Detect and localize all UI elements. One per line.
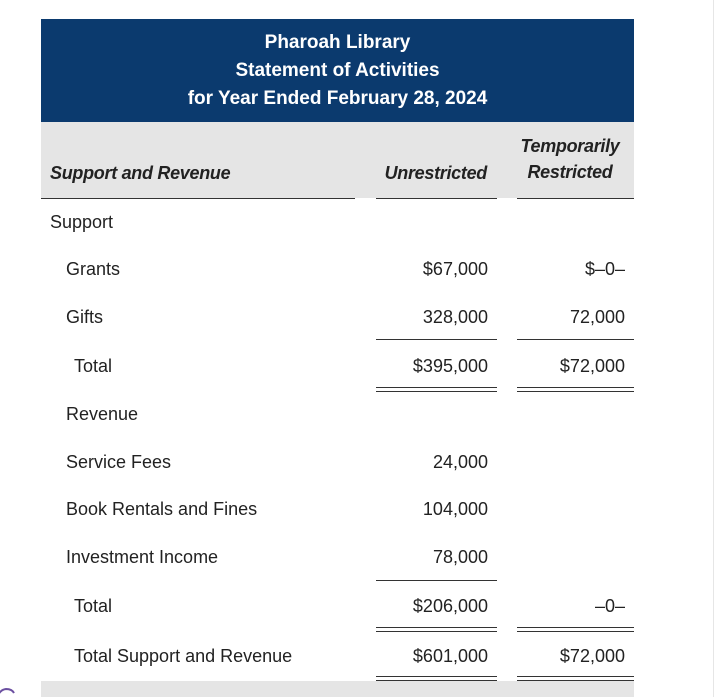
row-grand-total-temporarily: $72,000 (559, 646, 625, 666)
row-service-fees-label: Service Fees (66, 452, 172, 472)
column-header-temporarily-line2: Restricted (527, 162, 613, 182)
row-service-fees-unrestricted: 24,000 (432, 452, 488, 472)
row-revenue-total-unrestricted: $206,000 (412, 596, 488, 616)
row-grants-label: Grants (66, 259, 121, 279)
row-grand-total-label: Total Support and Revenue (74, 646, 293, 666)
subtotal-rule-unrestricted (376, 339, 497, 340)
double-rule-revenue-unrestricted (376, 627, 497, 632)
row-grants-temporarily: $–0– (584, 259, 625, 279)
subtotal-rule-revenue-unrestricted (376, 580, 497, 581)
org-name: Pharoah Library (264, 32, 411, 53)
row-support-total-label: Total (74, 356, 113, 376)
statement-period: for Year Ended February 28, 2024 (187, 88, 488, 109)
section-support: Support (50, 212, 114, 232)
column-header-temporarily-restricted (515, 133, 625, 185)
row-revenue-total-label: Total (74, 596, 113, 616)
row-revenue-total-temporarily: –0– (594, 596, 625, 616)
statement-of-activities (41, 19, 634, 678)
double-rule-support-temporarily (517, 387, 634, 392)
row-gifts-label: Gifts (66, 307, 104, 327)
column-header-label: Support and Revenue (50, 163, 231, 183)
row-grand-total-unrestricted: $601,000 (412, 646, 488, 666)
row-gifts-temporarily: 72,000 (569, 307, 625, 327)
row-support-total-temporarily: $72,000 (559, 356, 625, 376)
row-book-rentals-label: Book Rentals and Fines (66, 499, 258, 519)
section-revenue: Revenue (66, 404, 139, 424)
corner-squiggle-icon (0, 684, 16, 697)
statement-body (41, 198, 634, 678)
row-book-rentals-unrestricted: 104,000 (422, 499, 488, 519)
double-rule-support-unrestricted (376, 387, 497, 392)
double-rule-revenue-temporarily (517, 627, 634, 632)
column-header-unrestricted: Unrestricted (384, 163, 487, 183)
row-grants-unrestricted: $67,000 (422, 259, 488, 279)
row-investment-income-unrestricted: 78,000 (432, 547, 488, 567)
next-section-header (41, 681, 634, 697)
edge-divider (713, 0, 714, 697)
column-headers (41, 122, 634, 198)
row-investment-income-label: Investment Income (66, 547, 219, 567)
statement-name: Statement of Activities (235, 60, 440, 81)
subtotal-rule-temporarily (517, 339, 634, 340)
statement-title (41, 19, 634, 122)
column-header-temporarily-line1: Temporarily (520, 136, 620, 156)
row-gifts-unrestricted: 328,000 (422, 307, 488, 327)
row-support-total-unrestricted: $395,000 (412, 356, 488, 376)
